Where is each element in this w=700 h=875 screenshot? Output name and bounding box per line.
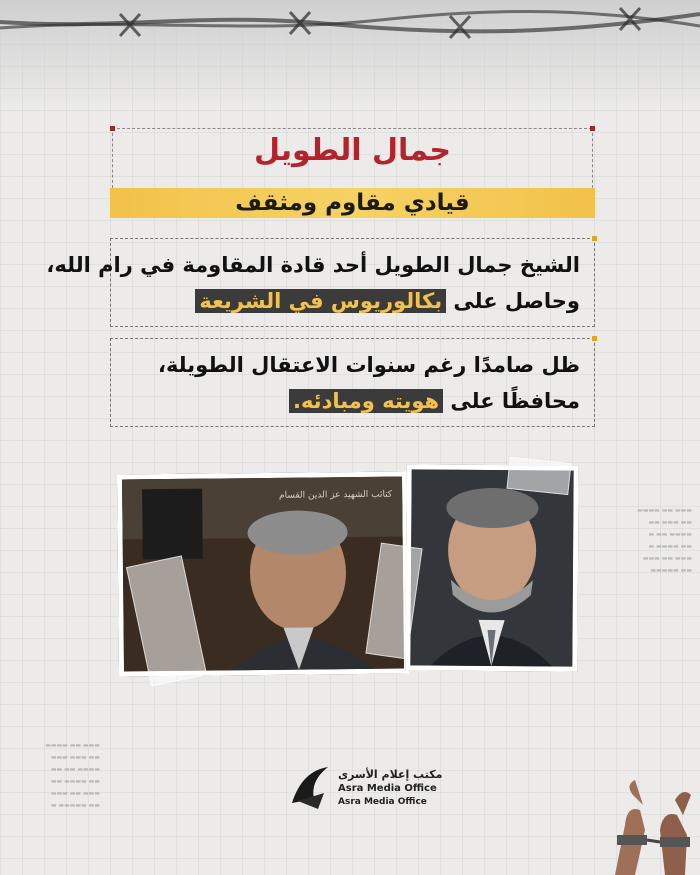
info-box-education-line2 <box>195 289 580 313</box>
banner-text: كتائب الشهيد عز الدين القسام <box>278 489 393 501</box>
chained-hands-icon <box>605 775 700 875</box>
tape-strip <box>506 457 571 495</box>
portrait-photo-right <box>405 464 578 671</box>
logo-english-name: Asra Media Office <box>338 783 437 794</box>
subtitle: قيادي مقاوم ومثقف <box>235 190 470 216</box>
info-box-education-highlight: بكالوريوس في الشريعة <box>195 289 446 313</box>
logo-arabic-name: مكتب إعلام الأسرى <box>338 768 443 781</box>
info-box-steadfast-line2 <box>289 389 580 413</box>
barbed-wire-icon <box>0 0 700 80</box>
logo-english-name-secondary: Asra Media Office <box>338 797 427 807</box>
info-box-steadfast-highlight: هويته ومبادئه. <box>289 389 443 413</box>
info-box-steadfast-line2-plain: محافظًا على <box>443 389 580 413</box>
page-title: جمال الطويل <box>253 133 452 168</box>
info-box-steadfast <box>110 338 595 427</box>
decorative-background-text: ▬▬▬ ▬▬ ▬▬▬▬ ▬▬ ▬▬▬ ▬▬▬ ▬▬▬▬ ▬▬ ▬▬ ▬▬ ▬▬▬▬ ▬▬ ▬▬▬ ▬▬ ▬▬▬ ▬▬ ▬▬▬▬▬ ▬ <box>45 742 100 809</box>
info-box-steadfast-line1: ظل صامدًا رغم سنوات الاعتقال الطويلة، <box>157 353 580 377</box>
decorative-background-text: ▬▬▬ ▬▬ ▬▬▬▬ ▬▬ ▬▬▬ ▬▬ ▬▬▬▬ ▬▬ ▬ ▬▬ ▬▬▬▬ ▬ ▬▬▬ ▬▬ ▬▬▬ ▬▬ ▬▬▬▬▬ <box>637 507 692 574</box>
photo-collage <box>118 465 578 675</box>
info-box-education <box>46 238 595 327</box>
info-box-education-line2-plain: وحاصل على <box>446 289 580 313</box>
info-box-education-line1: الشيخ جمال الطويل أحد قادة المقاومة في رام الله، <box>46 253 580 277</box>
